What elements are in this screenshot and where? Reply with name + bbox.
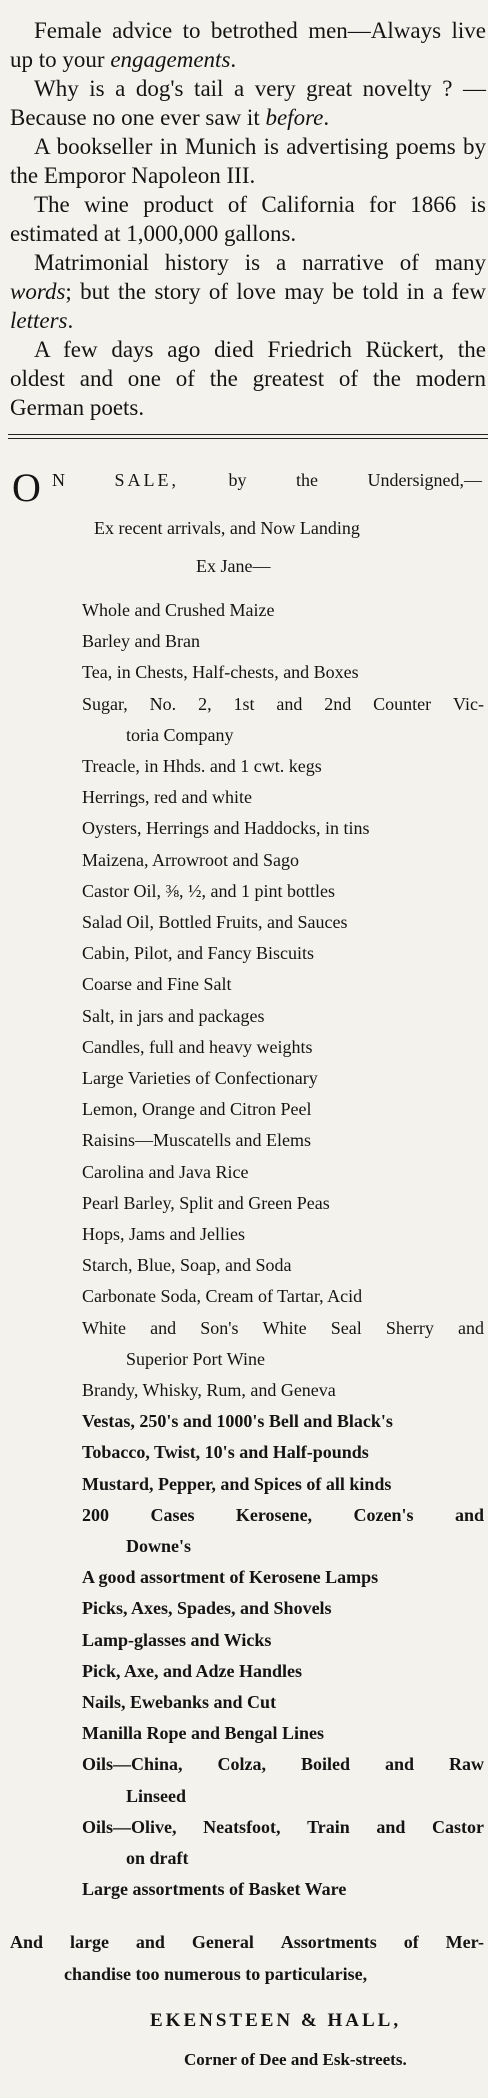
closing-word: Assortments — [280, 1932, 377, 1952]
miscellany-paragraph — [10, 248, 486, 335]
goods-item: Vestas, 250's and 1000's Bell and Black's — [82, 1411, 393, 1431]
goods-item: Tea, in Chests, Half-chests, and Boxes — [82, 662, 359, 682]
italic-word: words — [10, 279, 66, 304]
italic-word: before — [265, 105, 324, 130]
goods-item: Hops, Jams and Jellies — [82, 1224, 245, 1244]
goods-item: Large Varieties of Confectionary — [82, 1068, 318, 1088]
goods-item — [82, 1318, 484, 1338]
goods-item: Whole and Crushed Maize — [82, 600, 275, 620]
goods-item: Picks, Axes, Spades, and Shovels — [82, 1598, 332, 1618]
goods-item: Salt, in jars and packages — [82, 1006, 265, 1026]
italic-word: engagements — [110, 47, 231, 72]
goods-item-word: Seal — [330, 1318, 362, 1338]
advert-closing-line-1 — [10, 1932, 484, 1953]
advert-ship-name: Ex Jane— — [196, 556, 271, 576]
advert-address: Corner of Dee and Esk-streets. — [184, 2050, 407, 2069]
heading-word: the — [296, 470, 318, 490]
goods-item: Nails, Ewebanks and Cut — [82, 1692, 277, 1712]
goods-item: Herrings, red and white — [82, 787, 252, 807]
column-divider-rule — [8, 434, 488, 435]
goods-item: Coarse and Fine Salt — [82, 974, 232, 994]
goods-item-word: Oils—Olive, — [82, 1817, 177, 1837]
goods-item: A good assortment of Kerosene Lamps — [82, 1567, 379, 1587]
goods-item: Manilla Rope and Bengal Lines — [82, 1723, 325, 1743]
goods-item-word: Cozen's — [353, 1505, 414, 1525]
miscellany-paragraph — [10, 132, 486, 190]
miscellany-paragraphs — [10, 16, 486, 422]
paragraph-text: . — [323, 105, 330, 130]
goods-item-word: Castor — [432, 1817, 484, 1837]
goods-item-continuation: Downe's — [126, 1536, 192, 1556]
paragraph-text: . — [230, 47, 237, 72]
goods-item-word: Sherry — [385, 1318, 434, 1338]
closing-word: General — [191, 1932, 254, 1952]
closing-word: Mer- — [445, 1932, 484, 1952]
goods-item-word: Cases — [150, 1505, 195, 1525]
goods-item: Brandy, Whisky, Rum, and Geneva — [82, 1380, 336, 1400]
goods-item-continuation: toria Company — [126, 725, 234, 745]
advert-heading — [52, 470, 482, 491]
miscellany-paragraph — [10, 74, 486, 132]
newspaper-column — [8, 0, 488, 2098]
paragraph-text: . — [67, 308, 74, 333]
miscellany-paragraph — [10, 190, 486, 248]
goods-item-continuation: Superior Port Wine — [126, 1349, 265, 1369]
paragraph-text: The wine product of California for 1866 is estimated at 1,000,000 gallons. — [10, 192, 486, 246]
paragraph-text: ; but the story of love may be told in a few — [65, 279, 486, 304]
closing-word: And — [10, 1932, 44, 1952]
goods-item-word: No. — [149, 694, 177, 714]
goods-item: Large assortments of Basket Ware — [82, 1879, 347, 1899]
goods-item: Cabin, Pilot, and Fancy Biscuits — [82, 943, 314, 963]
paragraph-text: Matrimonial history is a narrative of many — [34, 250, 486, 275]
goods-item: Castor Oil, ⅜, ½, and 1 pint bottles — [82, 881, 335, 901]
goods-item — [82, 694, 484, 714]
advert-subheading: Ex recent arrivals, and Now Landing — [94, 518, 360, 538]
goods-item-word: 200 — [82, 1505, 109, 1525]
goods-item-word: White — [82, 1318, 126, 1338]
closing-word: large — [69, 1932, 109, 1952]
goods-item-word: and — [150, 1318, 177, 1338]
paragraph-text: A bookseller in Munich is advertising poems by the Emporor Napoleon III. — [10, 134, 486, 188]
goods-item-word: and — [384, 1754, 414, 1774]
miscellany-paragraph — [10, 16, 486, 74]
goods-item-word: Counter — [373, 694, 432, 714]
goods-item: Pick, Axe, and Adze Handles — [82, 1661, 303, 1681]
advert-dropcap: O — [12, 465, 41, 510]
goods-item-word: Neatsfoot, — [203, 1817, 281, 1837]
miscellany-paragraph — [10, 335, 486, 422]
goods-item-word: 1st — [233, 694, 255, 714]
goods-item: Carolina and Java Rice — [82, 1162, 249, 1182]
goods-item: Barley and Bran — [82, 631, 200, 651]
goods-item-word: Vic- — [453, 694, 484, 714]
goods-item-word: Sugar, — [82, 694, 128, 714]
goods-item: Tobacco, Twist, 10's and Half-pounds — [82, 1442, 369, 1462]
goods-item: Raisins—Muscatells and Elems — [82, 1130, 311, 1150]
goods-item: Candles, full and heavy weights — [82, 1037, 313, 1057]
goods-item-word: Kerosene, — [235, 1505, 313, 1525]
goods-item: Starch, Blue, Soap, and Soda — [82, 1255, 292, 1275]
goods-item: Maizena, Arrowroot and Sago — [82, 850, 299, 870]
goods-item-word: Oils—China, — [82, 1754, 183, 1774]
paragraph-text: A few days ago died Friedrich Rückert, the oldest and one of the greatest of the modern German poets. — [10, 337, 486, 420]
goods-item-word: and — [376, 1817, 406, 1837]
heading-word: by — [228, 470, 247, 490]
goods-item: Pearl Barley, Split and Green Peas — [82, 1193, 330, 1213]
goods-item-word: White — [262, 1318, 307, 1338]
heading-word: N — [52, 470, 65, 490]
goods-item: Oysters, Herrings and Haddocks, in tins — [82, 818, 370, 838]
goods-item-word: Boiled — [300, 1754, 350, 1774]
advert-signature: EKENSTEEN & HALL, — [150, 2010, 402, 2031]
goods-item-word: and — [276, 694, 303, 714]
goods-item: Mustard, Pepper, and Spices of all kinds — [82, 1474, 392, 1494]
paragraph-text: Female advice to betrothed men—Always live up to your — [10, 18, 486, 72]
goods-item-word: Son's — [200, 1318, 239, 1338]
goods-item — [82, 1505, 484, 1525]
advert-closing-line-2: chandise too numerous to particularise, — [64, 1964, 368, 1984]
goods-item-continuation: Linseed — [126, 1786, 187, 1806]
italic-word: letters — [10, 308, 68, 333]
closing-word: of — [403, 1932, 419, 1952]
goods-item-continuation: on draft — [126, 1848, 189, 1868]
goods-item: Carbonate Soda, Cream of Tartar, Acid — [82, 1286, 363, 1306]
goods-item — [82, 1754, 484, 1774]
goods-item-word: Raw — [448, 1754, 484, 1774]
goods-item: Salad Oil, Bottled Fruits, and Sauces — [82, 912, 348, 932]
column-divider-rule-double — [8, 438, 488, 439]
closing-word: and — [135, 1932, 165, 1952]
heading-word: SALE, — [114, 470, 179, 490]
goods-item-word: and — [454, 1505, 484, 1525]
goods-item-word: 2, — [198, 694, 212, 714]
heading-word: Undersigned,— — [367, 470, 482, 490]
goods-item-word: Colza, — [217, 1754, 266, 1774]
goods-item: Treacle, in Hhds. and 1 cwt. kegs — [82, 756, 322, 776]
goods-item-word: Train — [307, 1817, 350, 1837]
goods-item: Lamp-glasses and Wicks — [82, 1630, 272, 1650]
goods-item — [82, 1817, 484, 1837]
goods-item: Lemon, Orange and Citron Peel — [82, 1099, 312, 1119]
goods-item-word: 2nd — [324, 694, 352, 714]
paragraph-text: Why is a dog's tail a very great novelty ? — Because no one ever saw it — [10, 76, 486, 130]
goods-item-word: and — [457, 1318, 484, 1338]
